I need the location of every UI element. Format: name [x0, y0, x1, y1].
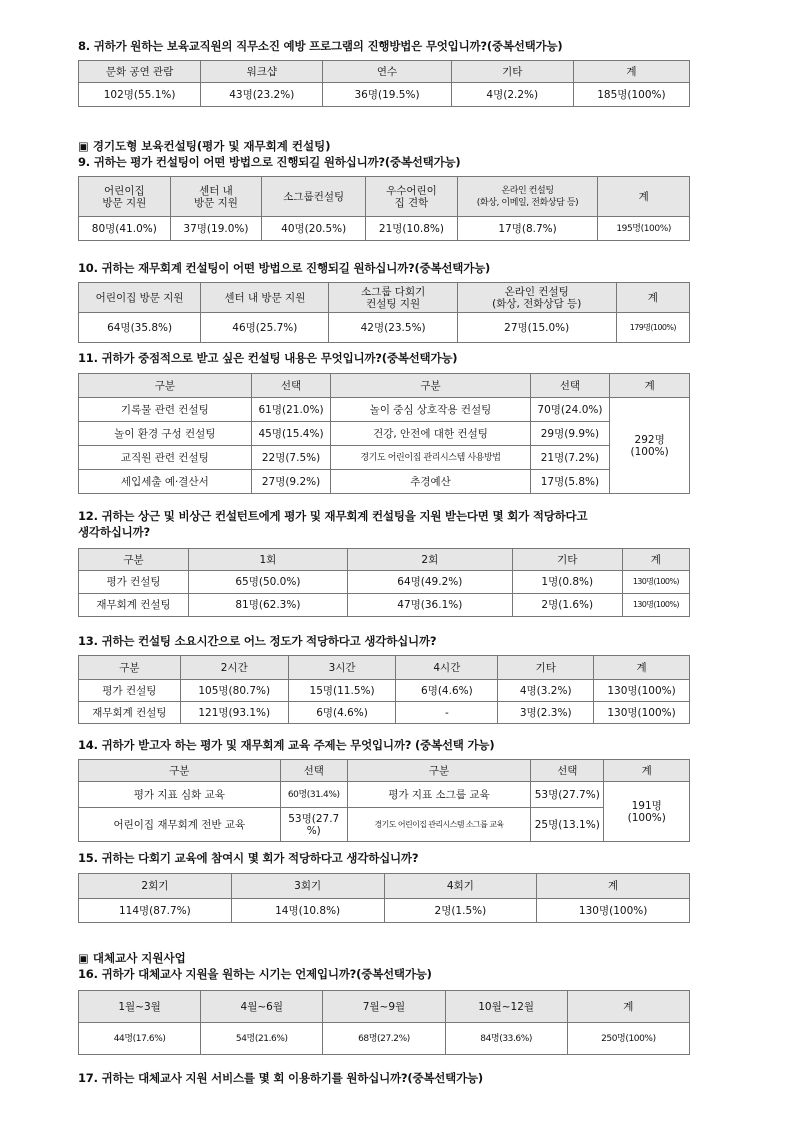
- q16-header: 10월~12월: [445, 991, 567, 1023]
- q11-cell: 70명(24.0%): [530, 398, 610, 422]
- section-heading: ▣ 대체교사 지원사업: [78, 951, 186, 965]
- q13-block: [78, 633, 690, 724]
- q11-cell: 27명(9.2%): [251, 470, 331, 494]
- q10-cell: 46명(25.7%): [201, 313, 329, 343]
- q12-header: 기타: [512, 549, 622, 571]
- q8-cell: 43명(23.2%): [201, 83, 323, 107]
- q16-block: [78, 950, 690, 1055]
- q12-cell: 2명(1.6%): [512, 594, 622, 617]
- q13-cell: 130명(100%): [594, 702, 690, 724]
- q8-table: [78, 60, 690, 107]
- q11-cell: 교직원 관련 컨설팅: [79, 446, 252, 470]
- q9-header: 계: [598, 177, 690, 217]
- q9-cell: 37명(19.0%): [170, 217, 262, 241]
- q9-block: [78, 138, 690, 241]
- q12-header: 구분: [79, 549, 189, 571]
- q11-cell: 22명(7.5%): [251, 446, 331, 470]
- q10-header: 센터 내 방문 지원: [201, 283, 329, 313]
- q11-header: 구분: [331, 374, 530, 398]
- q8-block: [78, 38, 690, 107]
- q16-cell: 250명(100%): [567, 1023, 689, 1055]
- q9-header: 온라인 컨설팅 (화상, 이메일, 전화상담 등): [457, 177, 598, 217]
- q13-cell: 3명(2.3%): [498, 702, 594, 724]
- q12-cell: 130명(100%): [622, 571, 689, 594]
- q13-cell: 6명(4.6%): [288, 702, 396, 724]
- q9-header: 센터 내 방문 지원: [170, 177, 262, 217]
- q12-title: 12. 귀하는 상근 및 비상근 컨설턴트에게 평가 및 재무회계 컨설팅을 지원 받는다면 몇 회가 적당하다고 생각하십니까?: [78, 509, 588, 539]
- q9-cell: 195명(100%): [598, 217, 690, 241]
- q10-header: 어린이집 방문 지원: [79, 283, 201, 313]
- q11-cell: 건강, 안전에 대한 컨설팅: [331, 422, 530, 446]
- q13-table: [78, 655, 690, 724]
- q16-cell: 84명(33.6%): [445, 1023, 567, 1055]
- q10-cell: 64명(35.8%): [79, 313, 201, 343]
- q14-cell: 60명(31.4%): [280, 782, 347, 808]
- q16-header: 7월~9월: [323, 991, 445, 1023]
- q14-header: 구분: [79, 760, 281, 782]
- q13-cell: 평가 컨설팅: [79, 680, 181, 702]
- q13-cell: 121명(93.1%): [180, 702, 288, 724]
- q11-total: 292명 (100%): [610, 398, 690, 494]
- q8-header: 문화 공연 관람: [79, 61, 201, 83]
- q16-header: 1월~3월: [79, 991, 201, 1023]
- q10-cell: 179명(100%): [616, 313, 689, 343]
- q10-header: 온라인 컨설팅 (화상, 전화상담 등): [457, 283, 616, 313]
- q17-title: 17. 귀하는 대체교사 지원 서비스를 몇 회 이용하기를 원하십니까?(중복선택가능): [78, 1071, 483, 1085]
- q11-cell: 세입세출 예·결산서: [79, 470, 252, 494]
- q16-cell: 54명(21.6%): [201, 1023, 323, 1055]
- q14-cell: 평가 지표 심화 교육: [79, 782, 281, 808]
- q16-title: 16. 귀하가 대체교사 지원을 원하는 시기는 언제입니까?(중복선택가능): [78, 967, 432, 981]
- q13-header: 3시간: [288, 656, 396, 680]
- q13-cell: 15명(11.5%): [288, 680, 396, 702]
- q13-cell: 재무회계 컨설팅: [79, 702, 181, 724]
- q13-title: 13. 귀하는 컨설팅 소요시간으로 어느 정도가 적당하다고 생각하십니까?: [78, 634, 437, 648]
- q12-cell: 평가 컨설팅: [79, 571, 189, 594]
- q9-title: 9. 귀하는 평가 컨설팅이 어떤 방법으로 진행되길 원하십니까?(중복선택가능): [78, 155, 461, 169]
- q8-header: 연수: [323, 61, 451, 83]
- q13-cell: 4명(3.2%): [498, 680, 594, 702]
- q11-header: 선택: [251, 374, 331, 398]
- q12-header: 2회: [347, 549, 512, 571]
- q14-cell: 어린이집 재무회계 전반 교육: [79, 808, 281, 842]
- q9-header: 어린이집 방문 지원: [79, 177, 171, 217]
- q14-header: 구분: [347, 760, 530, 782]
- q11-cell: 61명(21.0%): [251, 398, 331, 422]
- q11-cell: 놀이 중심 상호작용 컨설팅: [331, 398, 530, 422]
- q17-block: [78, 1070, 690, 1086]
- q14-block: [78, 737, 690, 842]
- section-heading: ▣ 경기도형 보육컨설팅(평가 및 재무회계 컨설팅): [78, 139, 331, 153]
- q12-cell: 재무회계 컨설팅: [79, 594, 189, 617]
- q9-cell: 80명(41.0%): [79, 217, 171, 241]
- q15-header: 2회기: [79, 874, 232, 899]
- q11-header: 구분: [79, 374, 252, 398]
- q12-cell: 47명(36.1%): [347, 594, 512, 617]
- q11-header: 선택: [530, 374, 610, 398]
- q8-cell: 102명(55.1%): [79, 83, 201, 107]
- q15-header: 3회기: [231, 874, 384, 899]
- q11-cell: 추경예산: [331, 470, 530, 494]
- q9-cell: 21명(10.8%): [366, 217, 458, 241]
- q9-cell: 17명(8.7%): [457, 217, 598, 241]
- q13-cell: 105명(80.7%): [180, 680, 288, 702]
- q8-header: 기타: [451, 61, 573, 83]
- q10-table: [78, 282, 690, 343]
- q10-cell: 42명(23.5%): [329, 313, 457, 343]
- q8-cell: 36명(19.5%): [323, 83, 451, 107]
- q12-cell: 64명(49.2%): [347, 571, 512, 594]
- q9-cell: 40명(20.5%): [262, 217, 366, 241]
- q11-table: [78, 373, 690, 494]
- q11-cell: 기록물 관련 컨설팅: [79, 398, 252, 422]
- q10-title: 10. 귀하는 재무회계 컨설팅이 어떤 방법으로 진행되길 원하십니까?(중복선택가능): [78, 261, 491, 275]
- q8-title: 8. 귀하가 원하는 보육교직원의 직무소진 예방 프로그램의 진행방법은 무엇입니까?(중복선택가능): [78, 39, 563, 53]
- q11-header: 계: [610, 374, 690, 398]
- q15-header: 4회기: [384, 874, 537, 899]
- q14-header: 선택: [531, 760, 604, 782]
- q11-cell: 29명(9.9%): [530, 422, 610, 446]
- q10-block: [78, 260, 690, 343]
- q16-header: 계: [567, 991, 689, 1023]
- q13-cell: 130명(100%): [594, 680, 690, 702]
- q15-cell: 14명(10.8%): [231, 899, 384, 923]
- q15-cell: 114명(87.7%): [79, 899, 232, 923]
- q15-table: [78, 873, 690, 923]
- q8-cell: 4명(2.2%): [451, 83, 573, 107]
- q9-header: 우수어린이 집 견학: [366, 177, 458, 217]
- q10-header: 계: [616, 283, 689, 313]
- q14-table: [78, 759, 690, 842]
- q11-cell: 21명(7.2%): [530, 446, 610, 470]
- q15-cell: 2명(1.5%): [384, 899, 537, 923]
- q14-cell: 53명(27.7%): [531, 782, 604, 808]
- q11-block: [78, 350, 690, 494]
- q11-cell: 놀이 환경 구성 컨설팅: [79, 422, 252, 446]
- q13-cell: 6명(4.6%): [396, 680, 498, 702]
- q11-cell: 17명(5.8%): [530, 470, 610, 494]
- q12-block: [78, 508, 690, 617]
- q14-title: 14. 귀하가 받고자 하는 평가 및 재무회계 교육 주제는 무엇입니까? (중복선택 가능): [78, 738, 495, 752]
- q13-header: 계: [594, 656, 690, 680]
- q14-cell: 경기도 어린이집 관리시스템 소그룹 교육: [347, 808, 530, 842]
- q16-header: 4월~6월: [201, 991, 323, 1023]
- q12-table: [78, 548, 690, 617]
- q12-header: 계: [622, 549, 689, 571]
- q14-cell: 25명(13.1%): [531, 808, 604, 842]
- q16-table: [78, 990, 690, 1055]
- q11-cell: 경기도 어린이집 관리시스템 사용방법: [331, 446, 530, 470]
- q13-cell: -: [396, 702, 498, 724]
- q13-header: 2시간: [180, 656, 288, 680]
- q11-title: 11. 귀하가 중점적으로 받고 싶은 컨설팅 내용은 무엇입니까?(중복선택가능): [78, 351, 458, 365]
- q8-header: 계: [573, 61, 689, 83]
- q14-cell: 평가 지표 소그룹 교육: [347, 782, 530, 808]
- q10-cell: 27명(15.0%): [457, 313, 616, 343]
- q15-block: [78, 850, 690, 923]
- q12-cell: 65명(50.0%): [188, 571, 347, 594]
- q10-header: 소그룹 다회기 컨설팅 지원: [329, 283, 457, 313]
- q14-header: 계: [604, 760, 690, 782]
- q12-cell: 130명(100%): [622, 594, 689, 617]
- q15-title: 15. 귀하는 다회기 교육에 참여시 몇 회가 적당하다고 생각하십니까?: [78, 851, 419, 865]
- q12-cell: 1명(0.8%): [512, 571, 622, 594]
- q12-cell: 81명(62.3%): [188, 594, 347, 617]
- q9-table: [78, 176, 690, 241]
- q16-cell: 68명(27.2%): [323, 1023, 445, 1055]
- q12-header: 1회: [188, 549, 347, 571]
- q14-cell: 53명(27.7 %): [280, 808, 347, 842]
- q8-header: 워크샵: [201, 61, 323, 83]
- q16-cell: 44명(17.6%): [79, 1023, 201, 1055]
- q15-header: 계: [537, 874, 690, 899]
- q9-header: 소그룹컨설팅: [262, 177, 366, 217]
- q13-header: 4시간: [396, 656, 498, 680]
- q14-header: 선택: [280, 760, 347, 782]
- q13-header: 기타: [498, 656, 594, 680]
- q13-header: 구분: [79, 656, 181, 680]
- q15-cell: 130명(100%): [537, 899, 690, 923]
- q11-cell: 45명(15.4%): [251, 422, 331, 446]
- q8-cell: 185명(100%): [573, 83, 689, 107]
- q14-total: 191명 (100%): [604, 782, 690, 842]
